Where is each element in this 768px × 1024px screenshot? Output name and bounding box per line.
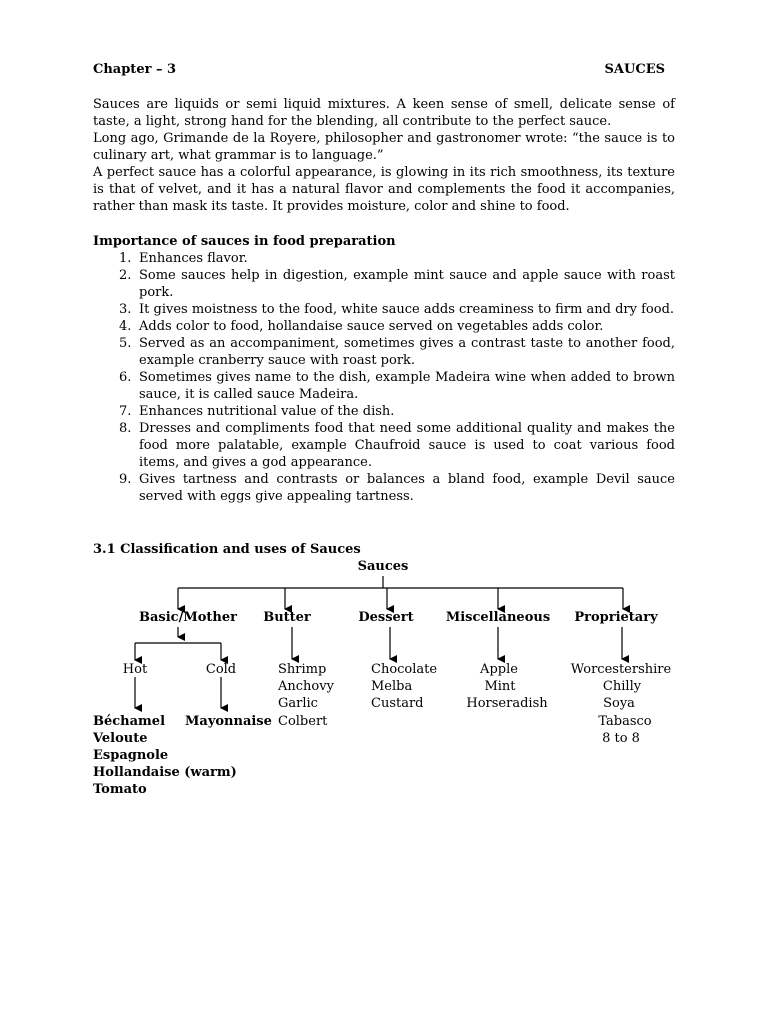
- misc-item: Mint: [484, 679, 516, 694]
- category-miscellaneous: Miscellaneous: [445, 610, 551, 625]
- proprietary-item: Chilly: [602, 679, 642, 694]
- chapter-title: SAUCES: [604, 62, 665, 77]
- subcategory-hot: Hot: [122, 662, 148, 677]
- list-item-text: Served as an accompaniment, sometimes gives a contrast taste to another food, example cranberry sauce with roast pork.: [139, 336, 675, 368]
- classification-heading: 3.1 Classification and uses of Sauces: [93, 542, 361, 557]
- list-item-number: 7.: [119, 404, 132, 419]
- proprietary-item: 8 to 8: [602, 731, 640, 746]
- proprietary-item: Worcestershire: [570, 662, 672, 677]
- dessert-item: Custard: [371, 696, 424, 711]
- category-basic: Basic/Mother: [139, 610, 237, 625]
- intro-paragraph-2: Long ago, Grimande de la Royere, philosopher and gastronomer wrote: “the sauce is to culinary art, what grammar is to language.”: [93, 131, 675, 163]
- dessert-item: Melba: [371, 679, 413, 694]
- list-item-text: Dresses and compliments food that need some additional quality and makes the food more palatable, example Chaufroid sauce is used to coat various food items, and gives a god appearance.: [139, 421, 675, 470]
- list-item-number: 6.: [119, 370, 132, 385]
- importance-heading: Importance of sauces in food preparation: [93, 234, 396, 249]
- list-item-text: Sometimes gives name to the dish, example Madeira wine when added to brown sauce, it is called sauce Madeira.: [139, 370, 675, 402]
- list-item-number: 4.: [119, 319, 132, 334]
- list-item-text: Adds color to food, hollandaise sauce served on vegetables adds color.: [139, 319, 604, 334]
- butter-item: Anchovy: [278, 679, 334, 694]
- butter-item: Colbert: [278, 714, 328, 729]
- intro-paragraph-3: A perfect sauce has a colorful appearance, is glowing in its rich smoothness, its texture is that of velvet, and it has a natural flavor and complements the food it accompanies, rather than mask its taste. It provides moisture, color and shine to food.: [93, 165, 675, 214]
- tree-root: Sauces: [357, 559, 409, 574]
- proprietary-item: Tabasco: [598, 714, 652, 729]
- subcategory-cold: Cold: [205, 662, 237, 677]
- hot-item: Béchamel: [93, 714, 166, 729]
- hot-item: Espagnole: [93, 748, 169, 763]
- chapter-number: Chapter – 3: [93, 62, 177, 77]
- dessert-item: Chocolate: [371, 662, 438, 677]
- list-item-text: Some sauces help in digestion, example mint sauce and apple sauce with roast pork.: [139, 268, 675, 300]
- list-item-text: Gives tartness and contrasts or balances a bland food, example Devil sauce served with eggs give appealing tartness.: [139, 472, 675, 504]
- butter-item: Garlic: [278, 696, 318, 711]
- list-item-number: 2.: [119, 268, 132, 283]
- category-dessert: Dessert: [358, 610, 414, 625]
- butter-item: Shrimp: [278, 662, 327, 677]
- list-item-number: 1.: [119, 251, 132, 266]
- hot-item: Veloute: [93, 731, 148, 746]
- list-item-text: Enhances flavor.: [139, 251, 248, 266]
- hot-item: Tomato: [93, 782, 147, 797]
- misc-item: Apple: [480, 662, 518, 677]
- list-item-text: Enhances nutritional value of the dish.: [139, 404, 395, 419]
- proprietary-item: Soya: [603, 696, 635, 711]
- list-item-text: It gives moistness to the food, white sauce adds creaminess to firm and dry food.: [139, 302, 675, 317]
- list-item-number: 3.: [119, 302, 132, 317]
- list-item-number: 8.: [119, 421, 132, 436]
- list-item-number: 5.: [119, 336, 132, 351]
- category-butter: Butter: [263, 610, 311, 625]
- hot-item: Hollandaise (warm): [93, 765, 237, 780]
- misc-item: Horseradish: [466, 696, 548, 711]
- intro-paragraph-1: Sauces are liquids or semi liquid mixtures. A keen sense of smell, delicate sense of taste, a light, strong hand for the blending, all contribute to the perfect sauce.: [93, 97, 675, 129]
- cold-item: Mayonnaise: [185, 714, 272, 729]
- category-proprietary: Proprietary: [574, 610, 658, 625]
- list-item-number: 9.: [119, 472, 132, 487]
